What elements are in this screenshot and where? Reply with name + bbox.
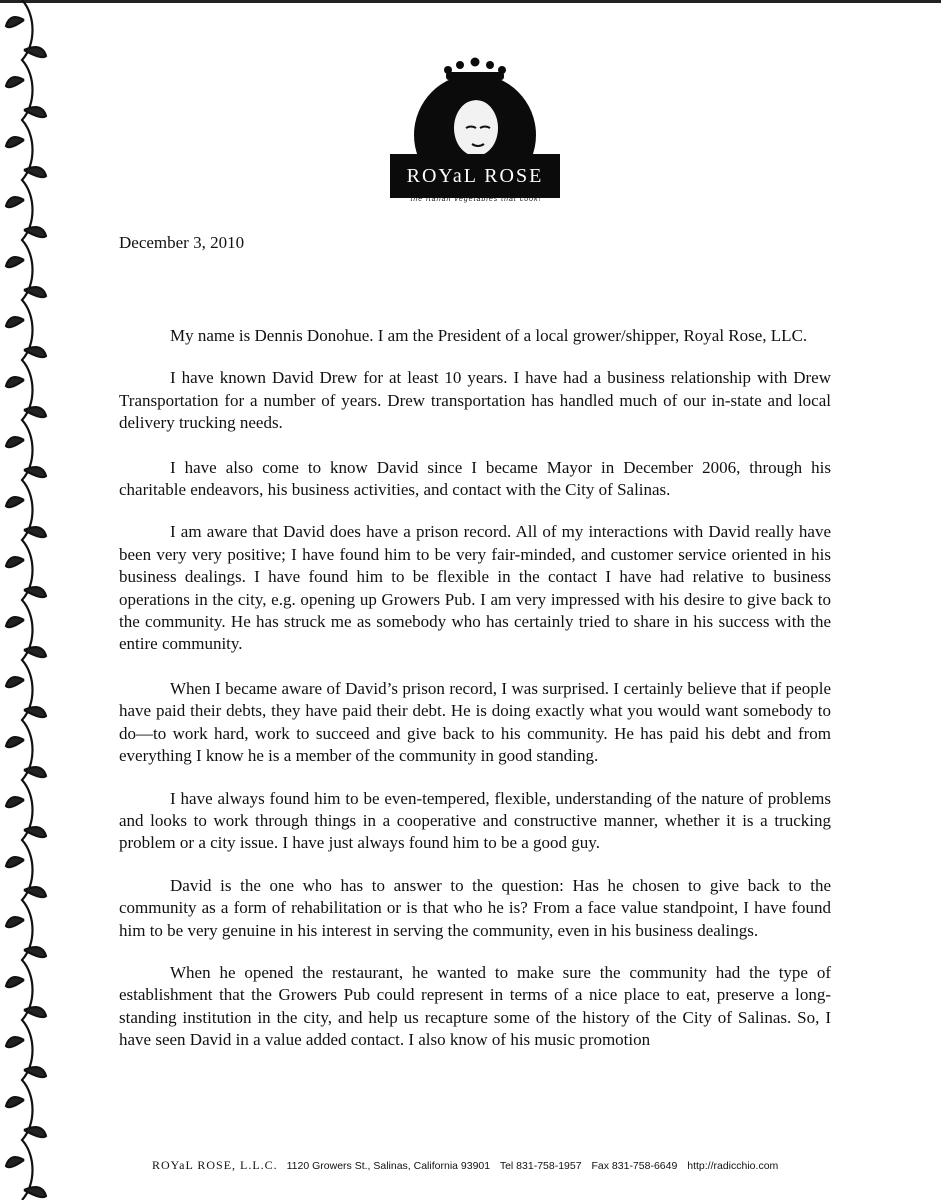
vine-border-decoration: [2, 0, 54, 1200]
letter-date: December 3, 2010: [119, 233, 245, 252]
footer-company: ROYaL ROSE, L.L.C.: [152, 1158, 278, 1172]
paragraph: I have also come to know David since I became Mayor in December 2006, through his charitable endeavors, his business activities, and contact with the City of Salinas.: [119, 457, 831, 500]
paragraph: My name is Dennis Donohue. I am the President of a local grower/shipper, Royal Rose, LLC.: [170, 326, 808, 345]
paragraph: When he opened the restaurant, he wanted to make sure the community had the type of establishment that the Growers Pub could represent in terms of a nice place to eat, preserve a long-standing institution in the city, and help us recapture some of the history of the City of Salinas. So, I have seen David in a value added contact. I also know of his music promotion: [119, 962, 831, 1050]
paragraph: David is the one who has to answer to the question: Has he chosen to give back to the community as a form of rehabilitation or is that who he is? From a face value standpoint, I have found him to be very genuine in his interest in serving the community, even in his business dealings.: [119, 875, 831, 940]
footer-address: 1120 Growers St., Salinas, California 93901: [286, 1160, 491, 1172]
royal-rose-logo: [390, 56, 560, 216]
footer-tel: Tel 831-758-1957: [499, 1160, 582, 1172]
footer-fax: Fax 831-758-6649: [591, 1160, 678, 1172]
letter-body: [119, 325, 831, 1072]
paragraph: I have known David Drew for at least 10 years. I have had a business relationship with Drew Transportation for a number of years. Drew transportation has handled much of our in-state and local delivery trucking needs.: [119, 368, 831, 433]
logo-tagline: the italian vegetables that cook!: [410, 196, 542, 203]
logo-wordmark: ROYaL ROSE: [390, 154, 560, 198]
paragraph: I am aware that David does have a prison record. All of my interactions with David really have been very very positive; I have found him to be very fair-minded, and customer service oriented in his business dealings. I have found him to be flexible in the contact I have had relative to business operations in the city, e.g. opening up Growers Pub. I am very impressed with his desire to give back to the community. He has struck me as somebody who has certainly tried to share in his success with the entire community.: [119, 522, 831, 654]
footer-url: http://radicchio.com: [687, 1160, 779, 1172]
letterhead-footer: [152, 1158, 812, 1173]
paragraph: When I became aware of David’s prison record, I was surprised. I certainly believe that if people have paid their debts, they have paid their debt. He is doing exactly what you would want somebody to do—to work hard, work to succeed and give back to his community. He has paid his debt and from everything I know he is a member of the community in good standing.: [119, 678, 831, 766]
top-rule: [0, 0, 941, 3]
paragraph: I have always found him to be even-tempered, flexible, understanding of the nature of problems and looks to work through things in a cooperative and constructive manner, whether it is a trucking problem or a city issue. I have just always found him to be a good guy.: [119, 788, 831, 853]
